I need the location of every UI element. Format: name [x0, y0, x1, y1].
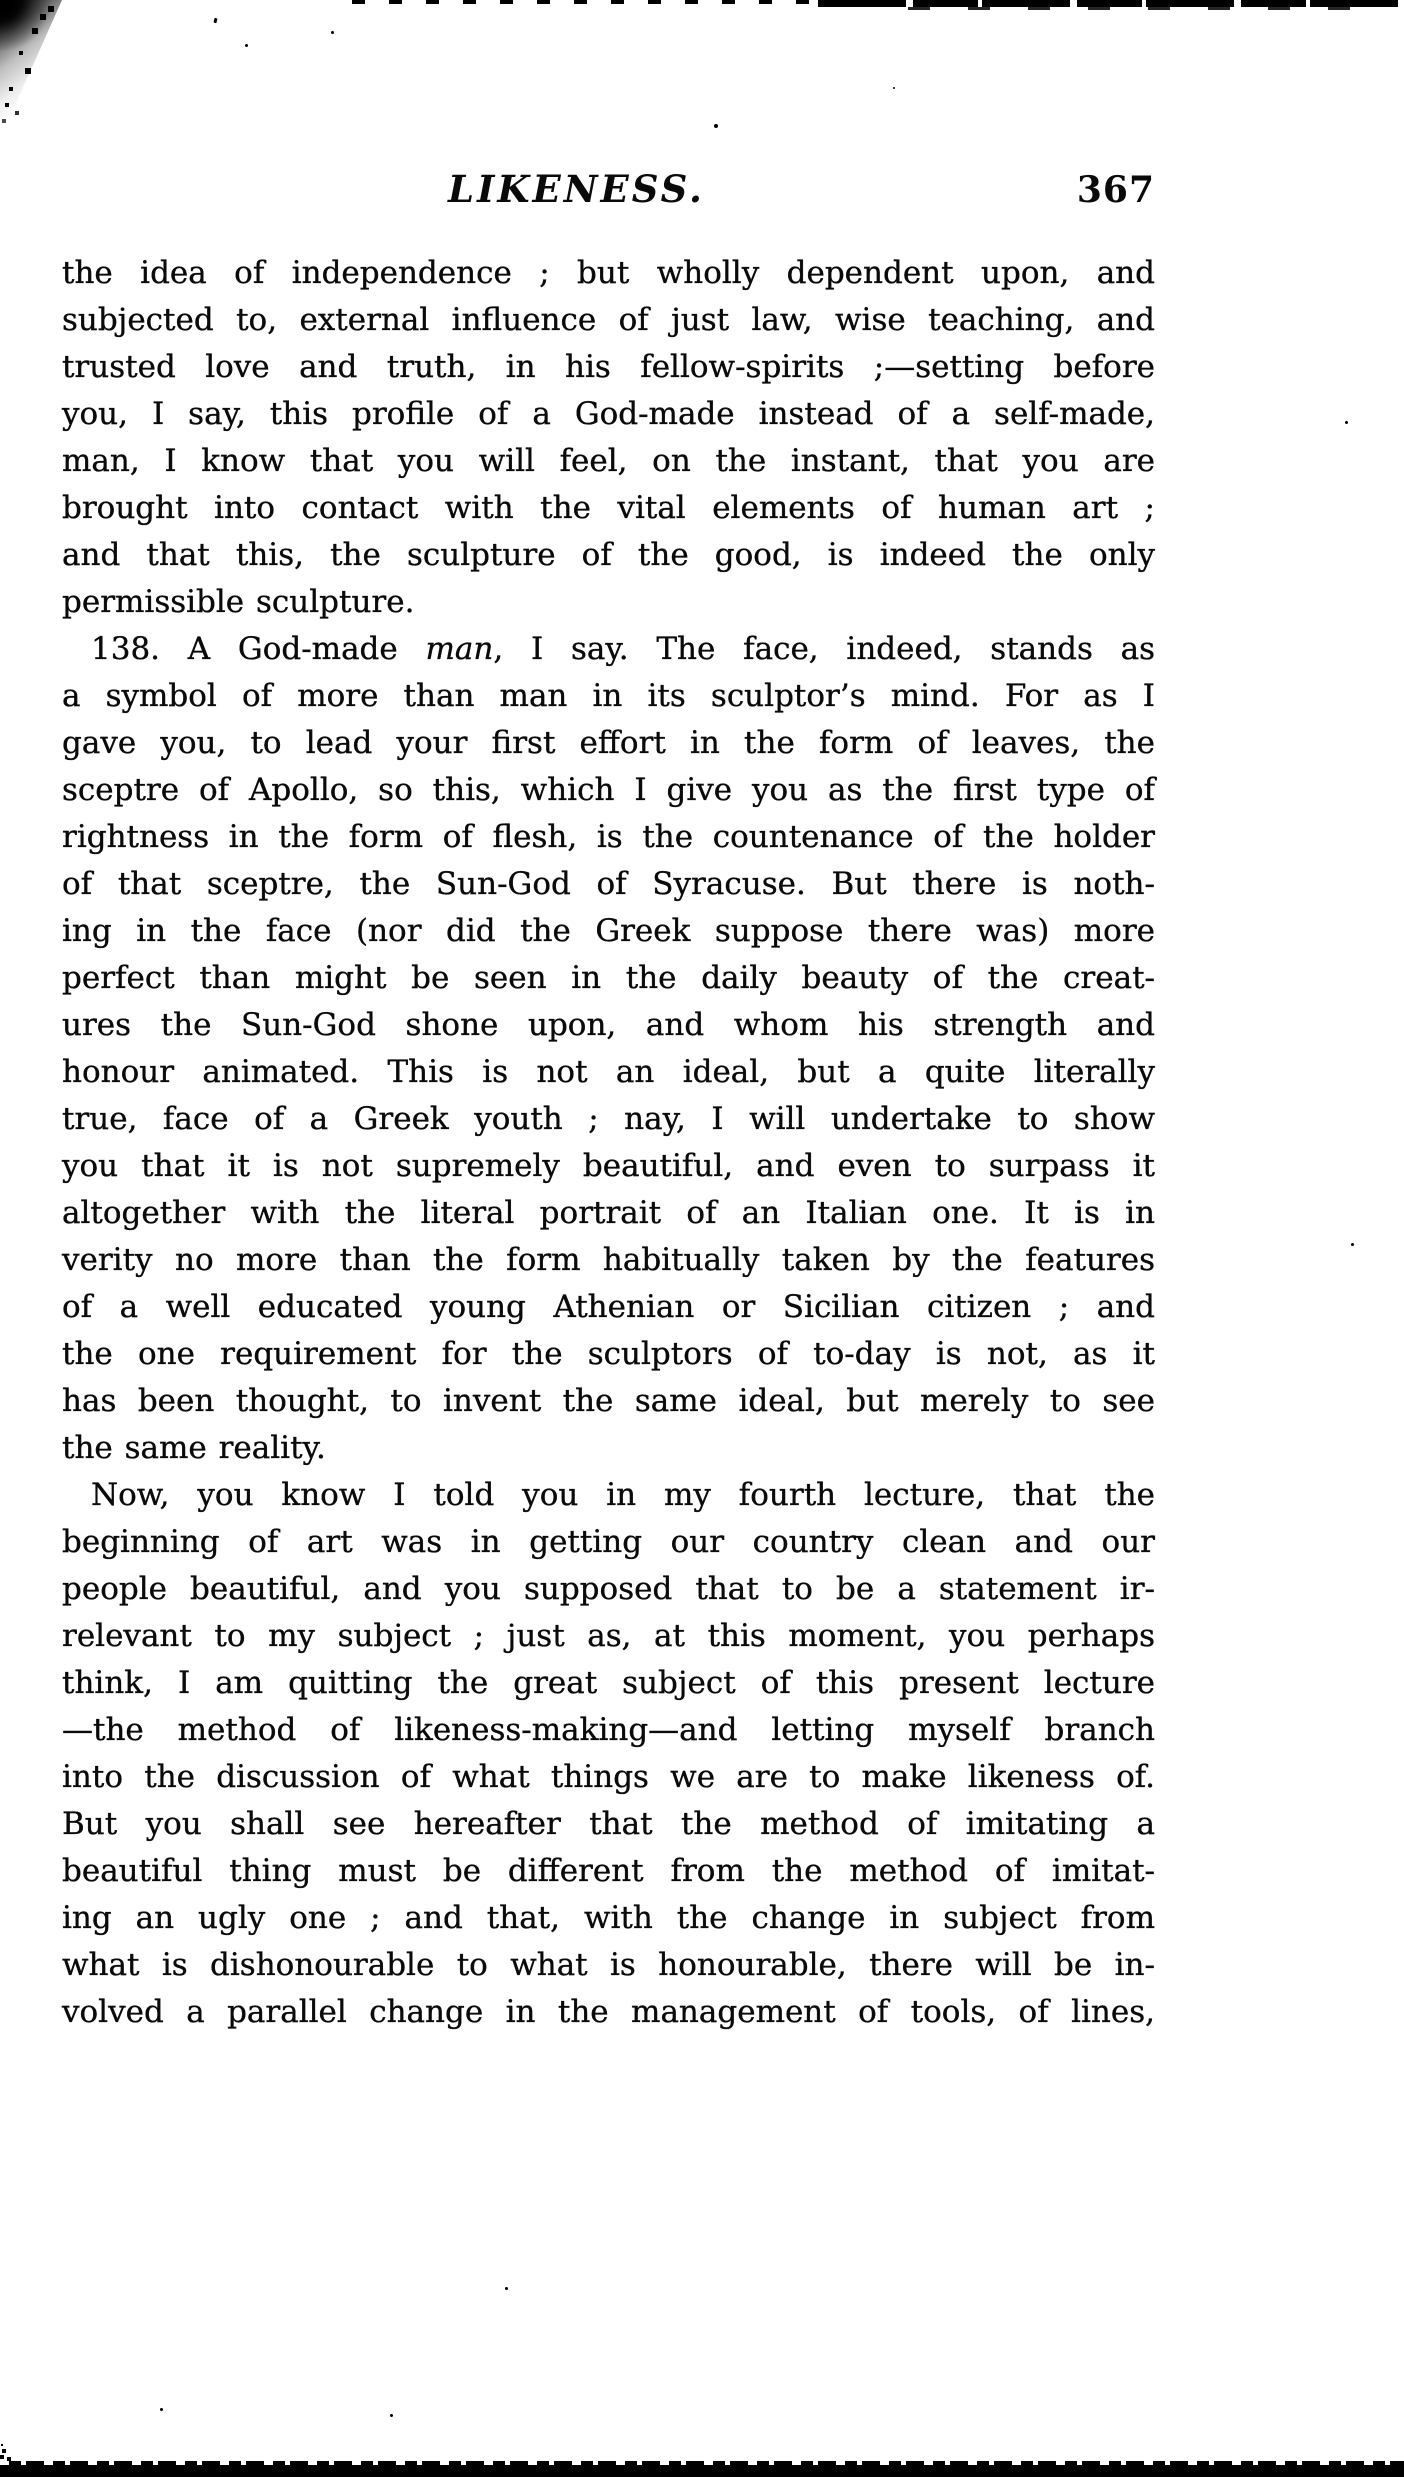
text-line: But you shall see hereafter that the method of imitating a: [62, 1806, 1155, 1842]
scan-speck: [714, 124, 718, 128]
text-line: and that this, the sculpture of the good, is indeed the only: [62, 537, 1155, 573]
text-line: permissible sculpture.: [62, 584, 415, 620]
text-line: ing an ugly one ; and that, with the change in subject from: [62, 1900, 1155, 1936]
text-line: man, I know that you will feel, on the instant, that you are: [62, 443, 1155, 479]
text-line: of a well educated young Athenian or Sicilian citizen ; and: [62, 1289, 1155, 1325]
text-line: the one requirement for the sculptors of to-day is not, as it: [62, 1336, 1155, 1372]
text-line: people beautiful, and you supposed that to be a statement ir-: [62, 1571, 1155, 1607]
text-line: what is dishonourable to what is honourable, there will be in-: [62, 1947, 1155, 1983]
scan-edge-band-dense: [818, 0, 1404, 7]
text-line: perfect than might be seen in the daily beauty of the creat-: [62, 960, 1155, 996]
text-line: think, I am quitting the great subject of this present lecture: [62, 1665, 1155, 1701]
text-line: you that it is not supremely beautiful, and even to surpass it: [62, 1148, 1155, 1184]
scan-speckle-bottom-left: [1, 2444, 3, 2446]
scan-speck: [213, 18, 217, 24]
text-line: rightness in the form of flesh, is the countenance of the holder: [62, 819, 1155, 855]
text-line: —the method of likeness-making—and letting myself branch: [62, 1712, 1155, 1748]
text-line: altogether with the literal portrait of an Italian one. It is in: [62, 1195, 1155, 1231]
text-line: subjected to, external influence of just law, wise teaching, and: [62, 302, 1155, 338]
text-line: verity no more than the form habitually taken by the features: [62, 1242, 1155, 1278]
text-line: relevant to my subject ; just as, at this moment, you perhaps: [62, 1618, 1155, 1654]
text-line: trusted love and truth, in his fellow-spirits ;—setting before: [62, 349, 1155, 385]
scan-smudge-top-left: [0, 0, 62, 128]
text-line: the same reality.: [62, 1430, 326, 1466]
scan-speck: [160, 2408, 163, 2411]
text-line: Now, you know I told you in my fourth lecture, that the: [91, 1477, 1155, 1513]
text-line: honour animated. This is not an ideal, but a quite literally: [62, 1054, 1155, 1090]
text-line: 138. A God-made man, I say. The face, indeed, stands as: [91, 631, 1155, 667]
text-line: ing in the face (nor did the Greek suppose there was) more: [62, 913, 1155, 949]
text-line: beautiful thing must be different from the method of imitat-: [62, 1853, 1155, 1889]
page-number: 367: [1076, 169, 1155, 211]
scan-edge-bar-bottom: [0, 2465, 1404, 2477]
text-line: ures the Sun-God shone upon, and whom his strength and: [62, 1007, 1155, 1043]
text-line: of that sceptre, the Sun-God of Syracuse. But there is noth-: [62, 866, 1155, 902]
scan-speck: [331, 31, 334, 34]
scan-speck: [1345, 421, 1348, 424]
text-line: beginning of art was in getting our country clean and our: [62, 1524, 1155, 1560]
running-head: [62, 167, 1155, 211]
scan-speckle-top-left: [0, 0, 2, 2]
text-line: you, I say, this profile of a God-made instead of a self-made,: [62, 396, 1155, 432]
scan-speck: [390, 2414, 393, 2417]
scan-edge-band-sparse: [352, 0, 818, 4]
scan-speck: [1351, 1243, 1354, 1246]
page-body: [62, 250, 1155, 2036]
text-line: brought into contact with the vital elements of human art ;: [62, 490, 1155, 526]
text-line: gave you, to lead your first effort in the form of leaves, the: [62, 725, 1155, 761]
text-line: volved a parallel change in the management of tools, of lines,: [62, 1994, 1155, 2030]
text-line: sceptre of Apollo, so this, which I give you as the first type of: [62, 772, 1155, 808]
text-line: into the discussion of what things we are to make likeness of.: [62, 1759, 1155, 1795]
chapter-title: LIKENESS.: [448, 167, 705, 211]
text-line: the idea of independence ; but wholly dependent upon, and: [62, 255, 1155, 291]
scan-speck: [893, 87, 895, 89]
text-line: true, face of a Greek youth ; nay, I will undertake to show: [62, 1101, 1155, 1137]
text-line: has been thought, to invent the same ideal, but merely to see: [62, 1383, 1155, 1419]
scan-speck: [245, 44, 248, 47]
text-line: a symbol of more than man in its sculptor’s mind. For as I: [62, 678, 1155, 714]
scan-speck: [505, 2287, 508, 2290]
